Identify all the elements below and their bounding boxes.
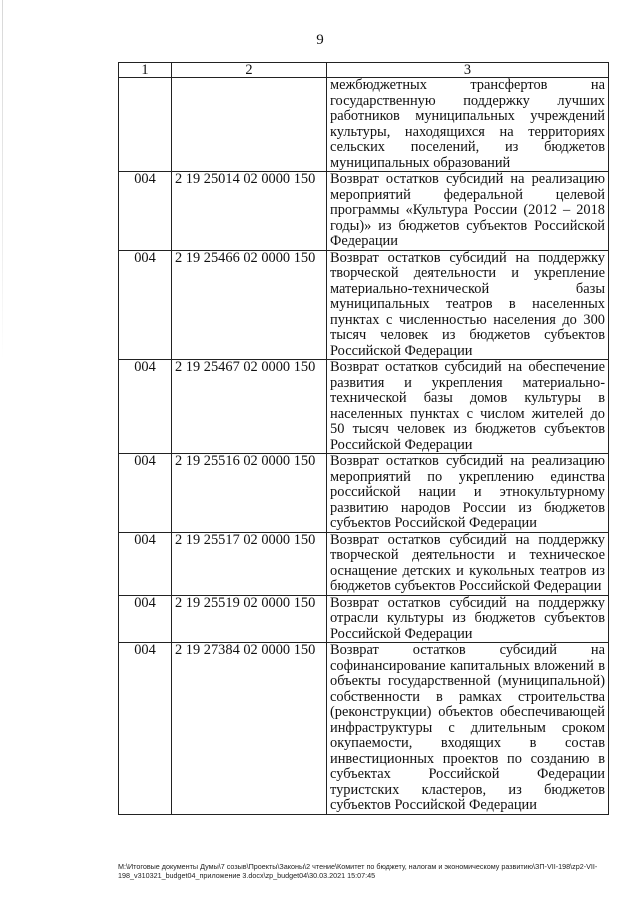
budget-classification-code-cell: 2 19 25516 02 0000 150	[172, 454, 327, 533]
table-row	[119, 360, 609, 454]
footer-line-1: M:\Итоговые документы Думы\7 созыв\Проекты\Законы\2 чтение\Комитет по бюджету, налогам и экономическому развитию\ЗП-VII-198\zp2-VII-	[118, 862, 598, 871]
description-line: Возврат остатков субсидий на реализацию	[330, 171, 605, 187]
budget-classification-code-cell: 2 19 27384 02 0000 150	[172, 643, 327, 815]
description-cell	[327, 532, 609, 595]
admin-code-cell	[119, 78, 172, 172]
scan-edge-mark	[2, 0, 3, 360]
description-line: мероприятий федеральной целевой	[330, 186, 605, 203]
description-line: развития и укрепления материально-	[330, 374, 605, 391]
description-line: технической базы домов культуры в	[330, 390, 605, 406]
description-line: объекты государственной (муниципальной)	[330, 673, 605, 689]
description-line: Возврат остатков субсидий на обеспечение	[330, 359, 605, 375]
table-row	[119, 78, 609, 172]
description-line: российской нации и этнокультурному	[330, 484, 605, 500]
description-cell	[327, 172, 609, 251]
description-line: субъектах Российской Федерации	[330, 766, 605, 782]
footer-line-2: 198_v310321_budget04_приложение 3.docx\zp_budget04\30.03.2021 15:07:45	[118, 871, 376, 880]
description-line: инфраструктуры с длительным сроком	[330, 719, 605, 736]
budget-classification-code-cell: 2 19 25519 02 0000 150	[172, 595, 327, 643]
description-line: сельских поселений, из бюджетов	[330, 139, 605, 155]
description-line: программы «Культура России (2012 –	[330, 202, 571, 218]
description-line: Возврат остатков субсидий на поддержку	[330, 531, 605, 548]
budget-classification-code-cell: 2 19 25517 02 0000 150	[172, 532, 327, 595]
description-line: инвестиционных проектов по созданию в	[330, 750, 605, 767]
description-line: культуры, находящихся на территориях	[330, 123, 605, 140]
description-cell	[327, 78, 609, 172]
table-row	[119, 250, 609, 360]
file-path-footer	[118, 862, 613, 880]
table-row	[119, 595, 609, 643]
description-line: до 50 тысяч человек из бюджетов субъектов	[330, 405, 605, 437]
description-line: оснащение детских и кукольных театров из	[330, 562, 605, 579]
description-line: государственную поддержку лучших	[330, 92, 605, 109]
description-line: мероприятий по укреплению единства	[330, 468, 605, 485]
table-row	[119, 643, 609, 815]
description-cell	[327, 595, 609, 643]
admin-code-cell: 004	[119, 250, 172, 360]
table-row	[119, 454, 609, 533]
table-row	[119, 532, 609, 595]
header-col-3: 3	[327, 63, 609, 78]
description-line: туристских кластеров, из бюджетов	[330, 781, 605, 798]
table-body	[119, 78, 609, 815]
description-line: Возврат остатков субсидий на поддержку	[330, 594, 605, 611]
description-line: развитию народов России из бюджетов	[330, 499, 605, 516]
admin-code-cell: 004	[119, 595, 172, 643]
description-line: (реконструкции) объектов обеспечивающей	[330, 704, 605, 720]
description-line: муниципальных театров в населенных	[330, 296, 605, 312]
table-row	[119, 172, 609, 251]
page-number: 9	[316, 32, 324, 48]
description-line: Российской Федерации	[330, 625, 473, 642]
description-line: отрасли культуры из бюджетов субъектов	[330, 610, 605, 626]
description-cell	[327, 454, 609, 533]
description-line: Российской Федерации	[330, 342, 473, 359]
description-line: населенных пунктах с числом жителей	[330, 405, 584, 422]
description-line: Российской Федерации	[330, 217, 605, 249]
budget-classification-code-cell: 2 19 25466 02 0000 150	[172, 250, 327, 360]
budget-classification-code-cell: 2 19 25467 02 0000 150	[172, 360, 327, 454]
description-line: работников муниципальных учреждений	[330, 108, 605, 124]
budget-classification-code-cell: 2 19 25014 02 0000 150	[172, 172, 327, 251]
description-line: окупаемости, входящих в состав	[330, 735, 605, 751]
admin-code-cell: 004	[119, 172, 172, 251]
description-line: Возврат остатков субсидий на реализацию	[330, 453, 605, 469]
description-line: собственности в рамках строительства	[330, 688, 605, 705]
table-header-row	[119, 63, 609, 78]
description-line: творческой деятельности и техническое	[330, 547, 605, 563]
description-line: 2018 годы)» из бюджетов субъектов	[330, 202, 605, 234]
description-line: Российской Федерации	[330, 436, 473, 453]
description-cell	[327, 250, 609, 360]
description-line: субъектов Российской Федерации	[330, 797, 537, 813]
description-line: софинансирование капитальных вложений в	[330, 657, 605, 674]
description-line: муниципальных образований	[330, 154, 511, 171]
admin-code-cell: 004	[119, 643, 172, 815]
description-line: Возврат остатков субсидий на	[330, 642, 605, 658]
description-line: творческой деятельности и укрепление	[330, 265, 605, 281]
admin-code-cell: 004	[119, 532, 172, 595]
header-col-1: 1	[119, 63, 172, 78]
description-line: материально-технической базы	[330, 280, 605, 297]
budget-codes-table	[118, 62, 609, 815]
admin-code-cell: 004	[119, 360, 172, 454]
description-cell	[327, 360, 609, 454]
description-line: субъектов Российской Федерации	[330, 515, 537, 531]
description-line: Возврат остатков субсидий на поддержку	[330, 249, 605, 266]
description-line: до 300 тысяч человек из бюджетов субъектов	[330, 311, 605, 343]
budget-classification-code-cell	[172, 78, 327, 172]
description-line: пунктах с численностью населения	[330, 311, 556, 328]
admin-code-cell: 004	[119, 454, 172, 533]
description-line: бюджетов субъектов Российской Федерации	[330, 578, 602, 594]
description-line: межбюджетных трансфертов на	[330, 77, 605, 93]
description-cell	[327, 643, 609, 815]
header-col-2: 2	[172, 63, 327, 78]
